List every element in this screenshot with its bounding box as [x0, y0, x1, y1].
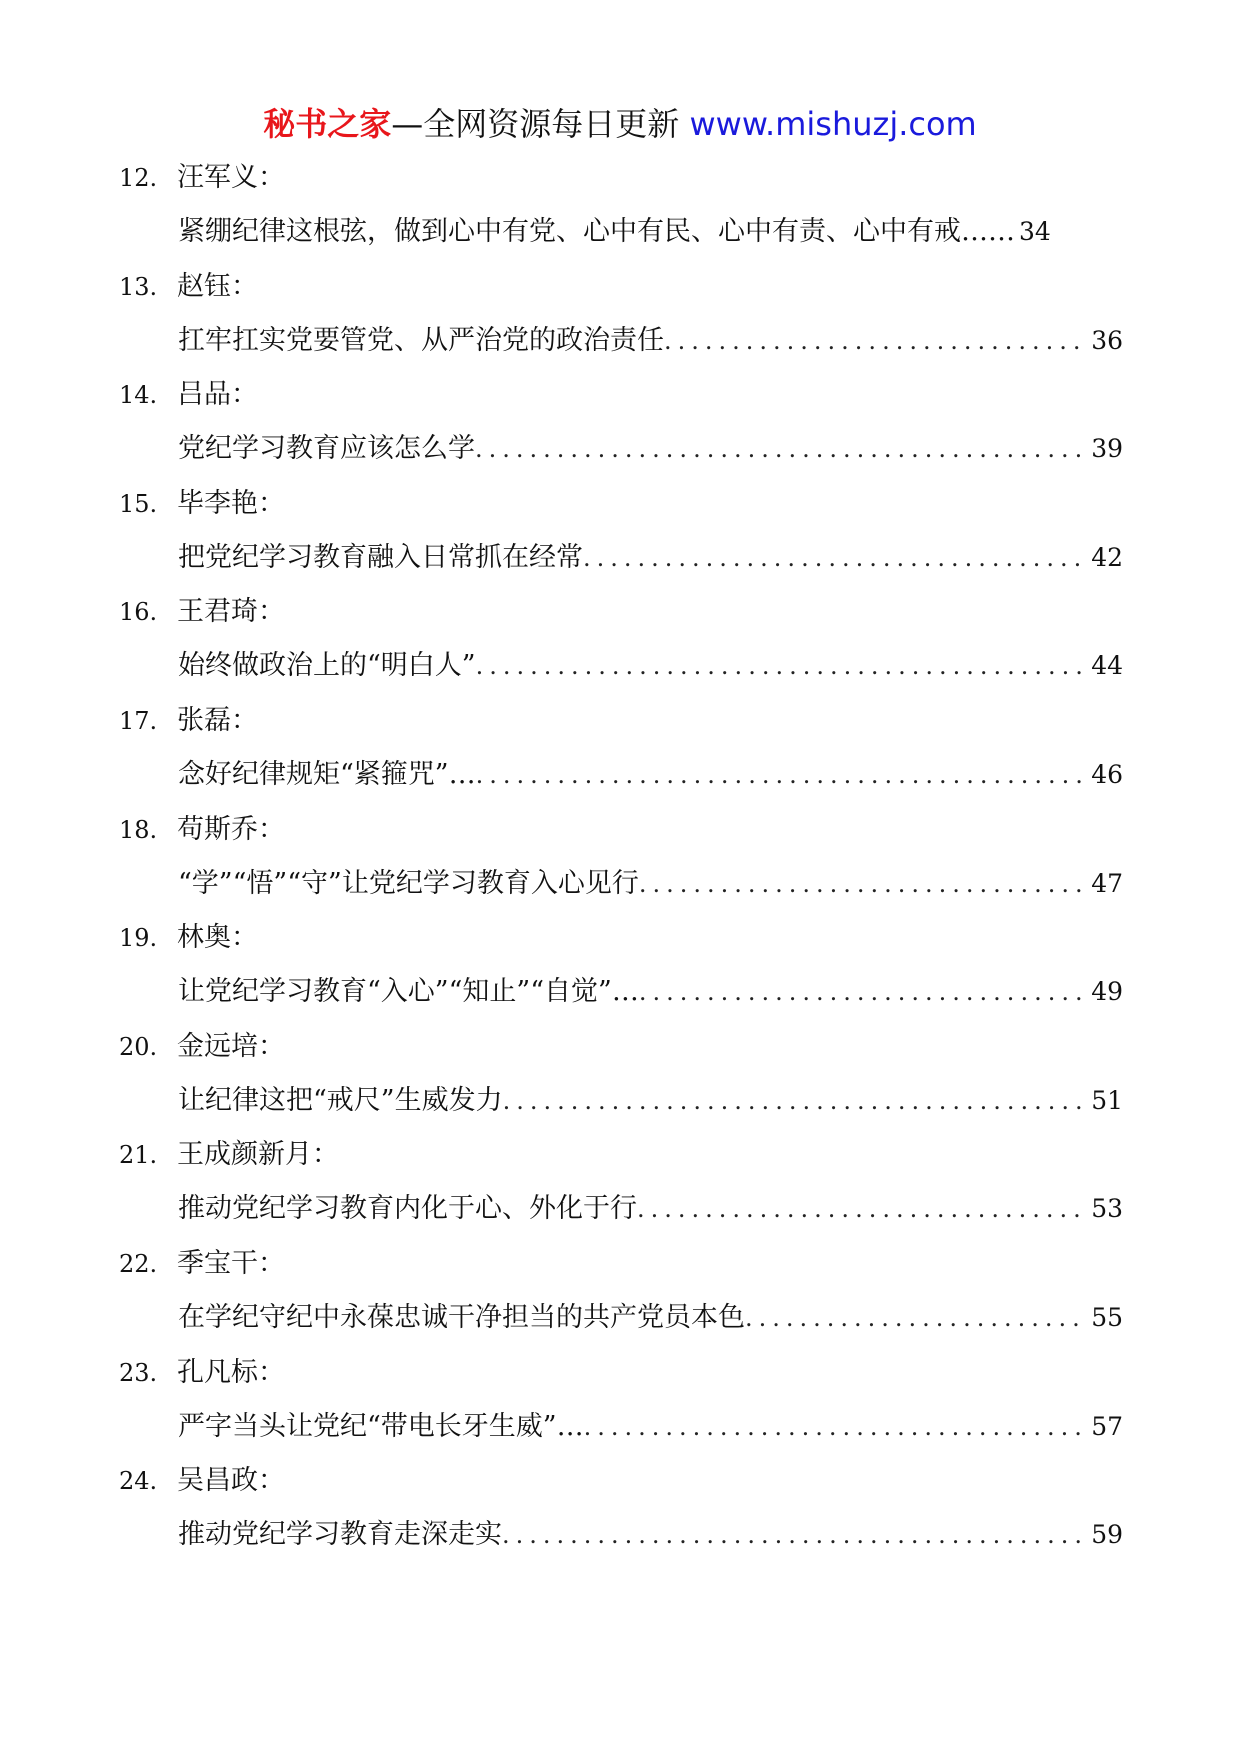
toc-title-line[interactable] [178, 972, 1123, 1012]
toc-author: 王君琦： [177, 596, 285, 628]
toc-title: 严字当头让党纪“带电长牙生威”… [178, 1410, 584, 1442]
toc-author: 王成颜新月： [177, 1139, 339, 1171]
toc-page-number: 47 [1091, 868, 1123, 898]
toc-title: 始终做政治上的“明白人” [178, 650, 476, 682]
toc-number: 24. [119, 1467, 158, 1496]
toc-entry [0, 1244, 1240, 1353]
toc-author: 张磊： [177, 704, 258, 736]
toc-page-number: 39 [1091, 434, 1123, 464]
toc-entry [0, 918, 1240, 1027]
toc-author: 季宝干： [177, 1247, 285, 1279]
toc-author-line [119, 810, 285, 850]
toc-author: 吴昌政： [177, 1465, 285, 1497]
toc-number: 20. [119, 1032, 158, 1061]
header-slogan: —全网资源每日更新 [391, 105, 680, 143]
toc-author-line [119, 918, 258, 958]
toc-title-line[interactable] [178, 1298, 1123, 1338]
toc-entry [0, 1135, 1240, 1244]
toc-page-number: 36 [1091, 325, 1123, 355]
toc-author-line [119, 1353, 285, 1393]
toc-title: “学”“悟”“守”让党纪学习教育入心见行 [178, 867, 639, 899]
toc-title: 让党纪学习教育“入心”“知止”“自觉”… [178, 976, 639, 1008]
toc-title: 在学纪守纪中永葆忠诚干净担当的共产党员本色 [178, 1301, 745, 1333]
toc-leader [637, 1189, 1087, 1229]
toc-leader [476, 646, 1088, 686]
toc-title: 把党纪学习教育融入日常抓在经常 [178, 541, 583, 573]
toc-entry [0, 810, 1240, 919]
toc-leader [664, 321, 1087, 361]
toc-author: 苟斯乔： [177, 813, 285, 845]
toc-entry [0, 1461, 1240, 1570]
toc-page-number: 53 [1091, 1194, 1123, 1224]
toc-title-line[interactable] [178, 1189, 1123, 1229]
toc-page-number: 42 [1091, 542, 1123, 572]
toc-title-line[interactable] [178, 429, 1123, 469]
header-url[interactable]: www.mishuzj.com [689, 105, 977, 143]
toc-author: 吕品： [177, 379, 258, 411]
toc-number: 17. [119, 706, 158, 735]
toc-author-line [119, 1135, 339, 1175]
toc-page-number: 44 [1091, 651, 1123, 681]
toc-author-line [119, 375, 258, 415]
toc-author-line [119, 484, 285, 524]
toc-number: 13. [119, 272, 158, 301]
toc-leader [476, 755, 1088, 795]
toc-title-line[interactable] [178, 212, 1123, 252]
toc-entry [0, 592, 1240, 701]
toc-page-number: 34 [1019, 217, 1051, 246]
toc-title: 让纪律这把“戒尺”生威发力 [178, 1084, 503, 1116]
toc-title-line[interactable] [178, 755, 1123, 795]
brand-name: 秘书之家 [263, 105, 392, 143]
toc-number: 16. [119, 598, 158, 627]
toc-leader [583, 538, 1087, 578]
toc-number: 18. [119, 815, 158, 844]
toc-number: 21. [119, 1141, 158, 1170]
toc-author-line [119, 1027, 285, 1067]
toc-title: 紧绷纪律这根弦，做到心中有党、心中有民、心中有责、心中有戒…… [178, 216, 1015, 247]
table-of-contents [0, 158, 1240, 1570]
toc-leader [639, 972, 1087, 1012]
toc-entry [0, 701, 1240, 810]
toc-leader [502, 1515, 1087, 1555]
toc-author: 毕李艳： [177, 487, 285, 519]
toc-author: 金远培： [177, 1030, 285, 1062]
toc-title: 党纪学习教育应该怎么学 [178, 433, 475, 465]
toc-author: 汪军义： [177, 162, 285, 193]
toc-entry [0, 267, 1240, 376]
toc-entry [0, 484, 1240, 593]
toc-author-line [119, 701, 258, 741]
toc-title: 扛牢扛实党要管党、从严治党的政治责任 [178, 324, 664, 356]
toc-author: 赵钰： [177, 270, 258, 302]
toc-entry [0, 158, 1240, 267]
toc-leader [639, 864, 1087, 904]
toc-title-line[interactable] [178, 1407, 1123, 1447]
toc-entry [0, 375, 1240, 484]
toc-number: 15. [119, 489, 158, 518]
toc-title-line[interactable] [178, 1081, 1123, 1121]
toc-title: 推动党纪学习教育内化于心、外化于行 [178, 1193, 637, 1225]
toc-author-line [119, 592, 285, 632]
toc-author-line [119, 1244, 285, 1284]
toc-page-number: 55 [1091, 1302, 1123, 1332]
toc-leader [745, 1298, 1087, 1338]
toc-title-line[interactable] [178, 646, 1123, 686]
toc-author: 孔凡标： [177, 1356, 285, 1388]
toc-leader [475, 429, 1087, 469]
toc-number: 23. [119, 1358, 158, 1387]
toc-author-line [119, 158, 285, 198]
toc-page-number: 57 [1091, 1411, 1123, 1441]
toc-page-number: 49 [1091, 977, 1123, 1007]
toc-page-number: 51 [1091, 1085, 1123, 1115]
toc-author-line [119, 267, 258, 307]
toc-number: 14. [119, 381, 158, 410]
toc-leader [584, 1407, 1088, 1447]
toc-title-line[interactable] [178, 864, 1123, 904]
toc-leader [503, 1081, 1088, 1121]
toc-entry [0, 1353, 1240, 1462]
toc-title-line[interactable] [178, 1515, 1123, 1555]
toc-title-line[interactable] [178, 538, 1123, 578]
toc-number: 12. [119, 164, 158, 192]
toc-title-line[interactable] [178, 321, 1123, 361]
toc-entry [0, 1027, 1240, 1136]
toc-title: 念好纪律规矩“紧箍咒”… [178, 758, 476, 790]
toc-author: 林奥： [177, 922, 258, 954]
page-header [0, 100, 1240, 148]
toc-page-number: 46 [1091, 759, 1123, 789]
toc-page-number: 59 [1091, 1520, 1123, 1550]
toc-title: 推动党纪学习教育走深走实 [178, 1519, 502, 1551]
toc-author-line [119, 1461, 285, 1501]
toc-number: 22. [119, 1249, 158, 1278]
toc-number: 19. [119, 924, 158, 953]
